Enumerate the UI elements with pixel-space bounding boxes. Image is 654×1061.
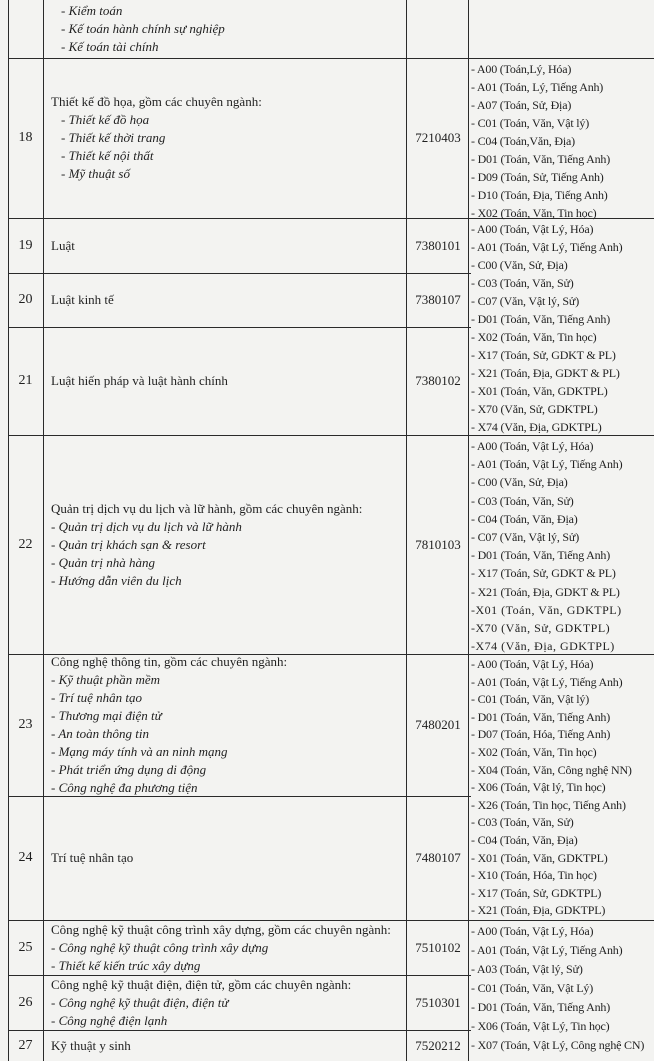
subject-combination: - X21 (Toán, Địa, GDKTPL) bbox=[471, 903, 606, 918]
specialization: - Công nghệ kỹ thuật điện, điện tử bbox=[51, 994, 229, 1010]
specialization: - Kiểm toán bbox=[61, 3, 123, 18]
subject-combination: - C04 (Toán, Văn, Địa) bbox=[471, 832, 578, 847]
program-name bbox=[45, 435, 405, 654]
subject-combination: - X26 (Toán, Tin học, Tiếng Anh) bbox=[471, 797, 626, 812]
subject-combination: - X06 (Toán, Vật Lý, Tin học) bbox=[471, 1019, 610, 1033]
subject-combination: - A01 (Toán, Vật Lý, Tiếng Anh) bbox=[471, 674, 623, 689]
program-title: Kỹ thuật y sinh bbox=[51, 1037, 131, 1053]
specialization: - Quản trị dịch vụ du lịch và lữ hành bbox=[51, 518, 242, 534]
subject-combination: - X70 (Văn, Sử, GDKTPL) bbox=[471, 402, 598, 416]
subject-combination: - C07 (Văn, Vật lý, Sử) bbox=[471, 294, 580, 308]
subject-combination: - A07 (Toán, Sử, Địa) bbox=[471, 98, 572, 112]
row-number: 25 bbox=[18, 939, 33, 955]
subject-combination: - A00 (Toán, Vật Lý, Hóa) bbox=[471, 222, 594, 236]
subject-combination: - A01 (Toán, Vật Lý, Tiếng Anh) bbox=[471, 457, 623, 472]
subject-combination-list bbox=[471, 220, 622, 436]
program-name bbox=[45, 218, 405, 273]
program-code: 7210403 bbox=[415, 130, 461, 145]
subject-combination: - C03 (Toán, Văn, Sử) bbox=[471, 493, 574, 508]
program-title: Luật hiến pháp và luật hành chính bbox=[51, 373, 228, 388]
subject-combination: - C04 (Toán,Văn, Địa) bbox=[471, 134, 575, 148]
row-number: 18 bbox=[18, 130, 33, 145]
specialization: - Công nghệ điện lạnh bbox=[51, 1012, 168, 1028]
subject-combination: - X17 (Toán, Sử, GDKT & PL) bbox=[471, 566, 616, 581]
subject-combination: - C01 (Toán, Văn, Vật lý) bbox=[471, 692, 590, 707]
program-name bbox=[45, 975, 405, 1030]
subject-combination: - A01 (Toán, Lý, Tiếng Anh) bbox=[471, 80, 604, 94]
program-code: 7480201 bbox=[415, 717, 461, 732]
program-name bbox=[45, 1030, 405, 1061]
row-number: 26 bbox=[18, 994, 33, 1010]
subject-combination: - D01 (Toán, Văn, Tiếng Anh) bbox=[471, 312, 611, 326]
subject-combination: - X17 (Toán, Sử, GDKT & PL) bbox=[471, 348, 616, 362]
program-name bbox=[45, 327, 405, 435]
subject-combination-list bbox=[471, 437, 622, 655]
subject-combination: - C01 (Toán, Văn, Vật Lý) bbox=[471, 981, 594, 995]
subject-combination: - A00 (Toán, Vật Lý, Hóa) bbox=[471, 924, 594, 938]
program-code: 7480107 bbox=[415, 850, 461, 865]
subject-combination: - X74 (Văn, Địa, GDKTPL) bbox=[471, 420, 602, 434]
program-name bbox=[45, 654, 405, 796]
program-title: Quản trị dịch vụ du lịch và lữ hành, gồm các chuyên ngành: bbox=[51, 500, 363, 516]
subject-combination: - D10 (Toán, Địa, Tiếng Anh) bbox=[471, 188, 608, 202]
program-title: Thiết kế đồ họa, gồm các chuyên ngành: bbox=[51, 94, 262, 109]
subject-combination: - X17 (Toán, Sử, GDKTPL) bbox=[471, 885, 602, 900]
subject-combination: - C03 (Toán, Văn, Sử) bbox=[471, 815, 574, 830]
table-row bbox=[0, 0, 654, 58]
subject-combination: - X10 (Toán, Hóa, Tin học) bbox=[471, 868, 597, 883]
subject-combination: - C03 (Toán, Văn, Sử) bbox=[471, 276, 574, 290]
subject-combination: -X74 (Văn, Địa, GDKTPL) bbox=[471, 639, 615, 654]
subject-combination: - D01 (Toán, Văn, Tiếng Anh) bbox=[471, 709, 611, 724]
subject-combination: - X06 (Toán, Vật lý, Tin học) bbox=[471, 780, 606, 795]
subject-combination: - D01 (Toán, Văn, Tiếng Anh) bbox=[471, 1000, 611, 1014]
program-code: 7520212 bbox=[415, 1037, 461, 1053]
subject-combination-list bbox=[471, 656, 632, 920]
specialization: - Thiết kế thời trang bbox=[61, 130, 166, 145]
subject-combination-list bbox=[471, 922, 644, 1055]
subject-combination: - D01 (Toán, Văn, Tiếng Anh) bbox=[471, 152, 611, 166]
subject-combination: - A00 (Toán, Vật Lý, Hóa) bbox=[471, 657, 594, 671]
program-name bbox=[45, 920, 405, 975]
row-number: 22 bbox=[18, 536, 33, 552]
row-number: 21 bbox=[18, 373, 33, 388]
row-number: 27 bbox=[18, 1037, 33, 1053]
program-name bbox=[45, 273, 405, 327]
program-title: Công nghệ kỹ thuật công trình xây dựng, gồm các chuyên ngành: bbox=[51, 921, 391, 937]
program-title: Luật bbox=[51, 237, 75, 253]
subject-combination-list bbox=[471, 60, 610, 222]
subject-combination: -X01 (Toán, Văn, GDKTPL) bbox=[471, 602, 622, 617]
specialization: - An toàn thông tin bbox=[51, 726, 149, 741]
subject-combination: - X07 (Toán, Vật Lý, Công nghệ CN) bbox=[471, 1038, 645, 1052]
program-title: Trí tuệ nhân tạo bbox=[51, 850, 134, 865]
program-name bbox=[45, 796, 405, 920]
program-code: 7380101 bbox=[415, 237, 461, 253]
subject-combination: - X02 (Toán, Văn, Tin học) bbox=[471, 744, 597, 759]
subject-combination: - C04 (Toán, Văn, Địa) bbox=[471, 511, 578, 526]
program-code: 7380102 bbox=[415, 373, 461, 388]
subject-combination: - C07 (Văn, Vật lý, Sử) bbox=[471, 530, 580, 545]
specialization: - Quản trị nhà hàng bbox=[51, 554, 155, 570]
subject-combination: - A01 (Toán, Vật Lý, Tiếng Anh) bbox=[471, 943, 623, 957]
subject-combination: - C01 (Toán, Văn, Vật lý) bbox=[471, 116, 590, 130]
subject-combination: - X02 (Toán, Văn, Tin học) bbox=[471, 330, 597, 344]
subject-combination: - A00 (Toán, Vật Lý, Hóa) bbox=[471, 439, 594, 453]
program-name bbox=[45, 58, 405, 218]
subject-combination: - A00 (Toán,Lý, Hóa) bbox=[471, 62, 572, 76]
specialization: - Quản trị khách sạn & resort bbox=[51, 536, 206, 552]
subject-combination: - D01 (Toán, Văn, Tiếng Anh) bbox=[471, 548, 611, 563]
subject-combination: - X21 (Toán, Địa, GDKT & PL) bbox=[471, 366, 620, 380]
specialization: - Kế toán hành chính sự nghiệp bbox=[61, 21, 225, 36]
program-code: 7510301 bbox=[415, 994, 461, 1010]
program-code: 7380107 bbox=[415, 292, 461, 307]
row-number: 23 bbox=[18, 717, 33, 732]
subject-combination: - X01 (Toán, Văn, GDKTPL) bbox=[471, 384, 608, 398]
specialization: - Công nghệ kỹ thuật công trình xây dựng bbox=[51, 939, 269, 955]
row-number: 20 bbox=[18, 292, 33, 307]
specialization: - Thiết kế đồ họa bbox=[61, 112, 150, 127]
specialization: - Thiết kế kiến trúc xây dựng bbox=[51, 957, 201, 973]
subject-combination: - X01 (Toán, Văn, GDKTPL) bbox=[471, 850, 608, 865]
program-code: 7810103 bbox=[415, 536, 461, 552]
specialization: - Phát triển ứng dụng di động bbox=[51, 762, 207, 777]
program-code: 7510102 bbox=[415, 939, 461, 955]
program-title: Luật kinh tế bbox=[51, 292, 114, 307]
subject-combination: - A03 (Toán, Vật lý, Sử) bbox=[471, 962, 583, 976]
specialization: - Kế toán tài chính bbox=[61, 39, 159, 54]
program-title: Công nghệ thông tin, gồm các chuyên ngành: bbox=[51, 654, 288, 669]
specialization: - Thiết kế nội thất bbox=[61, 148, 154, 163]
specialization: - Mạng máy tính và an ninh mạng bbox=[51, 744, 228, 759]
specialization: - Thương mại điện tử bbox=[51, 708, 162, 723]
specialization: - Trí tuệ nhân tạo bbox=[51, 690, 143, 705]
subject-combination: - C00 (Văn, Sử, Địa) bbox=[471, 475, 568, 490]
program-title: Công nghệ kỹ thuật điện, điện tử, gồm các chuyên ngành: bbox=[51, 976, 352, 992]
row-number: 19 bbox=[18, 237, 33, 253]
subject-combination: - A01 (Toán, Vật Lý, Tiếng Anh) bbox=[471, 240, 623, 254]
specialization: - Kỹ thuật phần mềm bbox=[51, 672, 161, 687]
subject-combination: - D07 (Toán, Hóa, Tiếng Anh) bbox=[471, 727, 611, 742]
specialization: - Công nghệ đa phương tiện bbox=[51, 780, 198, 795]
subject-combination: - X21 (Toán, Địa, GDKT & PL) bbox=[471, 584, 620, 599]
row-number: 24 bbox=[18, 850, 33, 865]
subject-combination: -X70 (Văn, Sử, GDKTPL) bbox=[471, 621, 611, 636]
program-name bbox=[45, 0, 405, 58]
subject-combination: - C00 (Văn, Sử, Địa) bbox=[471, 258, 568, 272]
subject-combination: - X02 (Toán, Văn, Tin học) bbox=[471, 206, 597, 220]
specialization: - Hướng dẫn viên du lịch bbox=[51, 572, 182, 588]
subject-combination: - X04 (Toán, Văn, Công nghệ NN) bbox=[471, 762, 632, 777]
specialization: - Mỹ thuật số bbox=[61, 166, 130, 181]
subject-combination: - D09 (Toán, Sử, Tiếng Anh) bbox=[471, 170, 604, 184]
